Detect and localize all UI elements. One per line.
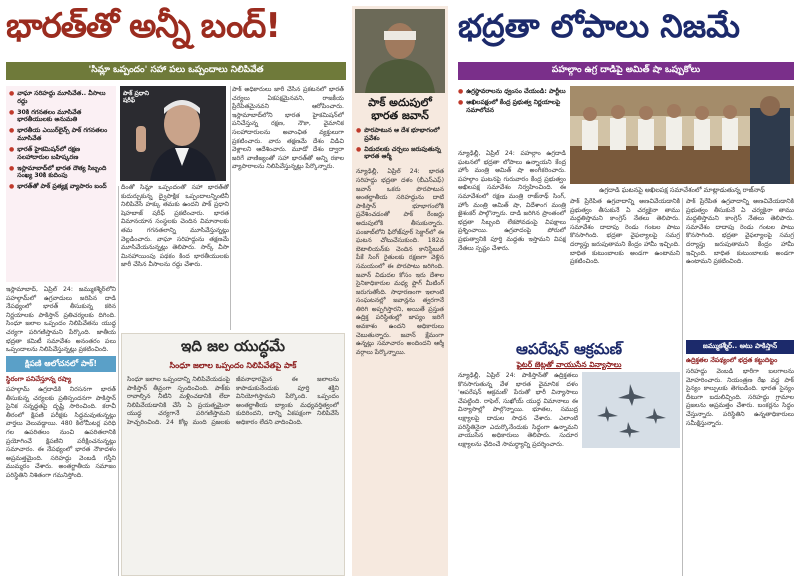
left-bullet-text: వాఘా సరిహద్దు మూసివేత.. వీసాలు రద్దు [17, 90, 106, 105]
middle-bullet-text: పొరపాటున ఆ దేశ భూభాగంలో ప్రవేశం [364, 127, 440, 142]
left-bullet-text: భారతీయ ఎయిర్‌లైన్స్ పాక్ గగనతలం మూసివేత [17, 127, 108, 142]
side-subhead: ఉద్రిక్తతల నేపథ్యంలో భద్రత కట్టుదిట్టం [686, 357, 778, 364]
water-subhead: సింధూ జలాల ఒప్పందం నిలిపివేతపై పాక్ [169, 361, 297, 370]
right-headline: భద్రతా లోపాలు నిజమే [458, 7, 740, 45]
left-divider-2 [230, 86, 231, 330]
side-headline: జమ్ముకశ్మీర్‌.. అటు పాకిస్తాన్‌ [702, 342, 778, 350]
left-subhead: క్షిపణి ఆలోచనలో పాక్! [25, 358, 97, 368]
fighter-jets-icon [582, 372, 680, 448]
left-bullet: ● భారతీయ ఎయిర్‌లైన్స్ పాక్ గగనతలం మూసివేత [9, 127, 113, 142]
sharif-caption: పాక్ ప్రధాని షరీఫ్ [123, 90, 149, 104]
right-text2: పాక్ ప్రేరేపిత ఉగ్రవాదాన్ని అణచివేయడానికి ప్రభుత్వం తీసుకునే ఏ చర్యకైనా తాము మద్దతిస్తామని కాంగ్రెస్ నేతలు తెలిపారు. సమావేశం దాదాపు రెండు గంటల పాటు కొనసాగింది. భద్రతా వైఫల్యాలపై సమగ్ర దర్యాప్తు జరుపుతామని కేంద్రం హామీ ఇచ్చింది. బాధిత కుటుంబాలకు అండగా ఉంటామని ప్రకటించింది. [570, 198, 680, 266]
meeting-scene-icon [570, 86, 794, 184]
middle-bullet: ● విడుదలకు చర్చలు జరుపుతున్న భారత ఆర్మీ [356, 146, 444, 161]
operation-text: న్యూఢిల్లీ, ఏప్రిల్ 24: పాకిస్తాన్‌తో ఉద్రిక్తతలు కొనసాగుతున్న వేళ భారత వైమానిక దళం 'ఆపరేషన్ ఆక్రమణ్' పేరుతో భారీ విన్యాసాలు చేపట్టింది. రాఫెల్, సుఖోయ్ యుద్ధ విమానాలు ఈ విన్యాసాల్లో పాల్గొన్నాయి. భూతల, సముద్ర లక్ష్యాలపై దాడుల సాధన చేశారు. ఎలాంటి పరిస్థితినైనా ఎదుర్కొనేందుకు సిద్ధంగా ఉన్నామని వాయుసేన అధికారులు తెలిపారు. సుదూర లక్ష్యాలను ఛేదించే సామర్థ్యాన్ని ప్రదర్శించారు. [458, 372, 578, 448]
right-bullet-text: అఖిలపక్షంలో కేంద్ర ప్రభుత్వ నిర్ణయాలపై సమాలోచన [466, 99, 561, 114]
left-col1-text2: పహల్గామ్ ఉగ్రదాడికి నిరసనగా భారత్ తీసుకున్న చర్యలకు ప్రతిస్పందనగా పాకిస్తాన్ సైనిక సన్నద్ధతపై దృష్టి సారించింది. కరాచీ తీరంలో క్షిపణి పరీక్షకు సిద్ధమవుతున్నట్లు వార్తలు వెలువడ్డాయి. 480 కిలోమీటర్ల పరిధి గల ఉపరితలం నుంచి ఉపరితలానికి ప్రయోగించే క్షిపణిని పరీక్షించనున్నట్లు సమాచారం. ఈ నేపథ్యంలో భారత నౌకాదళం అప్రమత్తమైంది. సరిహద్దు వెంబడి గస్తీని ముమ్మరం చేశారు. అంతర్జాతీయ సమాజం పరిస్థితిని నిశితంగా గమనిస్తోంది. [6, 386, 116, 479]
water-box [121, 333, 345, 576]
side-text: సరిహద్దు వెంబడి భారీగా బలగాలను మోహరించారు. నియంత్రణ రేఖ వద్ద పాక్ సైన్యం కాల్పులకు తెగబడింది. భారత సైన్యం దీటుగా బదులిచ్చింది. సరిహద్దు గ్రామాల ప్రజలను అప్రమత్తం చేశారు. బంకర్లను సిద్ధం చేస్తున్నారు. పరిస్థితిని ఉన్నతాధికారులు సమీక్షిస్తున్నారు. [686, 368, 794, 427]
left-headline: భారత్‌తో అన్నీ బంద్! [6, 6, 280, 46]
left-bullet-text: ఇస్లామాబాద్‌లో భారత దౌత్య సిబ్బంది సంఖ్య 30కి కుదింపు [17, 164, 107, 180]
right-banner [458, 62, 794, 80]
left-bullet: ● భారత్‌తో పాక్ ప్రత్యక్ష వ్యాపారం బంద్ [9, 183, 107, 191]
jawan-figure-icon [355, 9, 445, 93]
left-bullet-text: భారత్ హైకమిషన్‌లో రక్షణ సలహాదారుల బహిష్కరణ [17, 146, 81, 161]
left-bullet-text: 30కి గగనతలం మూసివేత భారతీయులకు అనుమతి [17, 108, 82, 124]
operation-subhead: ఫైటర్ జెట్లతో వాయుసేన విన్యాసాలు [516, 360, 622, 369]
right-text1: న్యూఢిల్లీ, ఏప్రిల్ 24: పహల్గాం ఉగ్రదాడి ఘటనలో భద్రతా లోపాలు ఉన్నాయని కేంద్ర హోం మంత్రి అమిత్ షా అంగీకరించారు. పహల్గాం ఘటనపై గురువారం కేంద్ర ప్రభుత్వం అఖిలపక్ష సమావేశం నిర్వహించింది. ఈ సమావేశంలో రక్షణ మంత్రి రాజ్‌నాథ్ సింగ్, హోం మంత్రి అమిత్ షా, విదేశాంగ మంత్రి జైశంకర్ పాల్గొన్నారు. దాడి జరిగిన ప్రాంతంలో భద్రతా సిబ్బంది లేకపోవడంపై విపక్షాలు ప్రశ్నించాయి. ఉగ్రవాదంపై పోరులో ప్రభుత్వానికి పూర్తి మద్దతు ఇస్తామని విపక్ష నేతలు స్పష్టం చేశారు. [458, 150, 566, 252]
operation-headline: ఆపరేషన్ ఆక్రమణ్ [515, 340, 623, 358]
left-bullet: ● వాఘా సరిహద్దు మూసివేత.. వీసాలు రద్దు [9, 90, 113, 105]
left-subhead-box [6, 356, 116, 372]
middle-bullets [352, 125, 448, 166]
left-bullet: ● భారత్ హైకమిషన్‌లో రక్షణ సలహాదారుల బహిష్కరణ [9, 146, 113, 161]
sharif-photo [120, 86, 226, 181]
left-subsub: స్థిరంగా పనిచేస్తూన్న రష్యా [6, 375, 72, 383]
left-banner-text: 'సిమ్లా ఒప్పందం' సహా పలు ఒప్పందాలు నిలిపివేత [88, 65, 264, 75]
left-col2-text: దీంతో సిమ్లా ఒప్పందంతో సహా భారత్‌తో కుదుర్చుకున్న ద్వైపాక్షిక ఒప్పందాలన్నింటినీ నిలిపివేసే హక్కు తమకు ఉందని పాక్ ప్రధాని షెహబాజ్ షరీఫ్ ప్రకటించారు. భారత విమానయాన సంస్థలకు చెందిన విమానాలకు తమ గగనతలాన్ని మూసివేస్తున్నట్లు వెల్లడించారు. వాఘా సరిహద్దును తక్షణమే మూసివేయనున్నట్లు తెలిపారు. సార్క్ వీసా మినహాయింపు పథకం కింద భారతీయులకు జారీ చేసిన వీసాలను రద్దు చేశారు. [121, 184, 229, 269]
right-bullets [458, 88, 566, 118]
left-bullets-box [6, 86, 116, 282]
left-col3-text: పాక్ అధికారులు జారీ చేసిన ప్రకటనలో భారత్ చర్యలు ఏకపక్షమైనవని, రాజకీయ ప్రేరేపితమైనవని ఆరోపించారు. ఇస్లామాబాద్‌లోని భారత హైకమిషన్‌లో పనిచేస్తున్న రక్షణ, నౌకా, వైమానిక సలహాదారులను అవాంఛిత వ్యక్తులుగా ప్రకటించారు. వారు తక్షణమే దేశం విడిచి వెళ్లాలని ఆదేశించారు. మూడో దేశం ద్వారా జరిగే వాణిజ్యంతో సహా భారత్‌తో అన్ని రకాల వ్యాపారాలను నిలిపివేస్తున్నట్లు పేర్కొన్నారు. [232, 86, 344, 171]
right-bullet: ● అఖిలపక్షంలో కేంద్ర ప్రభుత్వ నిర్ణయాలపై సమాలోచన [458, 99, 566, 114]
left-bullet-text: భారత్‌తో పాక్ ప్రత్యక్ష వ్యాపారం బంద్ [17, 183, 107, 191]
jets-photo [582, 372, 680, 448]
jawan-photo [355, 9, 445, 93]
right-banner-text: పహల్గాం ఉగ్ర దాడిపై అమిత్ షా ఒప్పుకోలు [551, 65, 701, 75]
right-divider [682, 198, 683, 576]
left-divider-1 [118, 186, 119, 576]
right-lower-text: పాక్ ప్రేరేపిత ఉగ్రవాదాన్ని అణచివేయడానికి ప్రభుత్వం తీసుకునే ఏ చర్యకైనా తాము మద్దతిస్తామని కాంగ్రెస్ నేతలు తెలిపారు. సమావేశం దాదాపు రెండు గంటల పాటు కొనసాగింది. భద్రతా వైఫల్యాలపై సమగ్ర దర్యాప్తు జరుపుతామని కేంద్రం హామీ ఇచ్చింది. బాధిత కుటుంబాలకు అండగా ఉంటామని ప్రకటించింది. [686, 198, 794, 266]
left-bullet: ● 30కి గగనతలం మూసివేత భారతీయులకు అనుమతి [9, 109, 113, 124]
meeting-caption: ఉగ్రదాడి ఘటనపై అఖిలపక్ష సమావేశంలో మాట్లాడుతున్న రాజ్‌నాథ్ [599, 186, 765, 194]
right-bullet: ● ఉగ్రస్థావరాలను ధ్వంసం చేయండి: పార్టీలు [458, 88, 566, 95]
left-banner [6, 62, 346, 80]
middle-bullet: ● పొరపాటున ఆ దేశ భూభాగంలో ప్రవేశం [356, 127, 444, 142]
right-bullet-text: ఉగ్రస్థావరాలను ధ్వంసం చేయండి: పార్టీలు [466, 88, 566, 95]
middle-headline: పాక్ అదుపులో భారత జవాన్ [368, 96, 432, 122]
middle-text: న్యూఢిల్లీ, ఏప్రిల్ 24: భారత సరిహద్దు భద్రతా దళం (బీఎస్ఎఫ్) జవాన్ ఒకరు పొరపాటున అంతర్జాతీయ సరిహద్దును దాటి పాకిస్తాన్ భూభాగంలోకి ప్రవేశించడంతో పాక్ రేంజర్లు అదుపులోకి తీసుకున్నారు. పంజాబ్‌లోని ఫిరోజ్‌పూర్ సెక్టార్‌లో ఈ ఘటన చోటుచేసుకుంది. 182వ బెటాలియన్‌కు చెందిన కానిస్టేబుల్ పీకే సింగ్ రైతులకు రక్షణగా వెళ్లిన సమయంలో ఈ పొరపాటు జరిగింది. జవాన్ విడుదల కోసం ఇరు దేశాల సైనికాధికారుల మధ్య ఫ్లాగ్ మీటింగ్ జరుగుతోంది. సాధారణంగా ఇలాంటి సంఘటనల్లో జవాన్లను త్వరగానే తిరిగి అప్పగిస్తారని, అయితే ప్రస్తుత ఉద్రిక్త పరిస్థితుల్లో జాప్యం జరిగే అవకాశం ఉందని అధికారులు చెబుతున్నారు. జవాన్ క్షేమంగా ఉన్నట్లు సమాచారం అందిందని ఆర్మీ వర్గాలు పేర్కొన్నాయి. [356, 168, 444, 356]
left-bullet: ● ఇస్లామాబాద్‌లో భారత దౌత్య సిబ్బంది సంఖ్య 30కి కుదింపు [9, 165, 113, 180]
side-box-header [686, 340, 794, 354]
meeting-photo [570, 86, 794, 184]
middle-bullet-text: విడుదలకు చర్చలు జరుపుతున్న భారత ఆర్మీ [364, 145, 441, 161]
water-text: సింధూ జలాల ఒప్పందాన్ని నిలిపివేయడంపై పాకిస్తాన్ తీవ్రంగా స్పందించింది. పాక్‌కు రావాల్సిన నీటిని మళ్లించడానికి లేదా నిలిపివేయడానికి చేసే ఏ ప్రయత్నమైనా యుద్ధ చర్యగానే పరిగణిస్తామని హెచ్చరించింది. 24 కోట్ల మంది ప్రజలకు జీవనాధారమైన ఈ జలాలను కాపాడుకునేందుకు పూర్తి శక్తిని వినియోగిస్తామని పేర్కొంది. ఒప్పందం అంతర్జాతీయ బ్యాంకు మధ్యవర్తిత్వంలో కుదిరిందని, దాన్ని ఏకపక్షంగా నిలిపివేసే అధికారం లేదని వాదించింది. [127, 376, 339, 426]
water-headline: ఇది జల యుద్ధమే [181, 337, 285, 355]
middle-article [352, 6, 448, 576]
left-col1-text: ఇస్లామాబాద్, ఏప్రిల్ 24: జమ్ముకశ్మీర్‌లోని పహల్గామ్‌లో ఉగ్రవాదులు జరిపిన దాడి నేపథ్యంలో భారత్ తీసుకున్న కఠిన నిర్ణయాలకు పాకిస్తాన్ ప్రతిచర్యలకు దిగింది. సింధూ జలాల ఒప్పందం నిలిపివేతను యుద్ధ చర్యగా పరిగణిస్తామని పేర్కొంది. జాతీయ భద్రతా కమిటీ సమావేశం అనంతరం పలు ఒప్పందాలను నిలిపివేస్తున్నట్లు ప్రకటించింది. [6, 286, 116, 354]
